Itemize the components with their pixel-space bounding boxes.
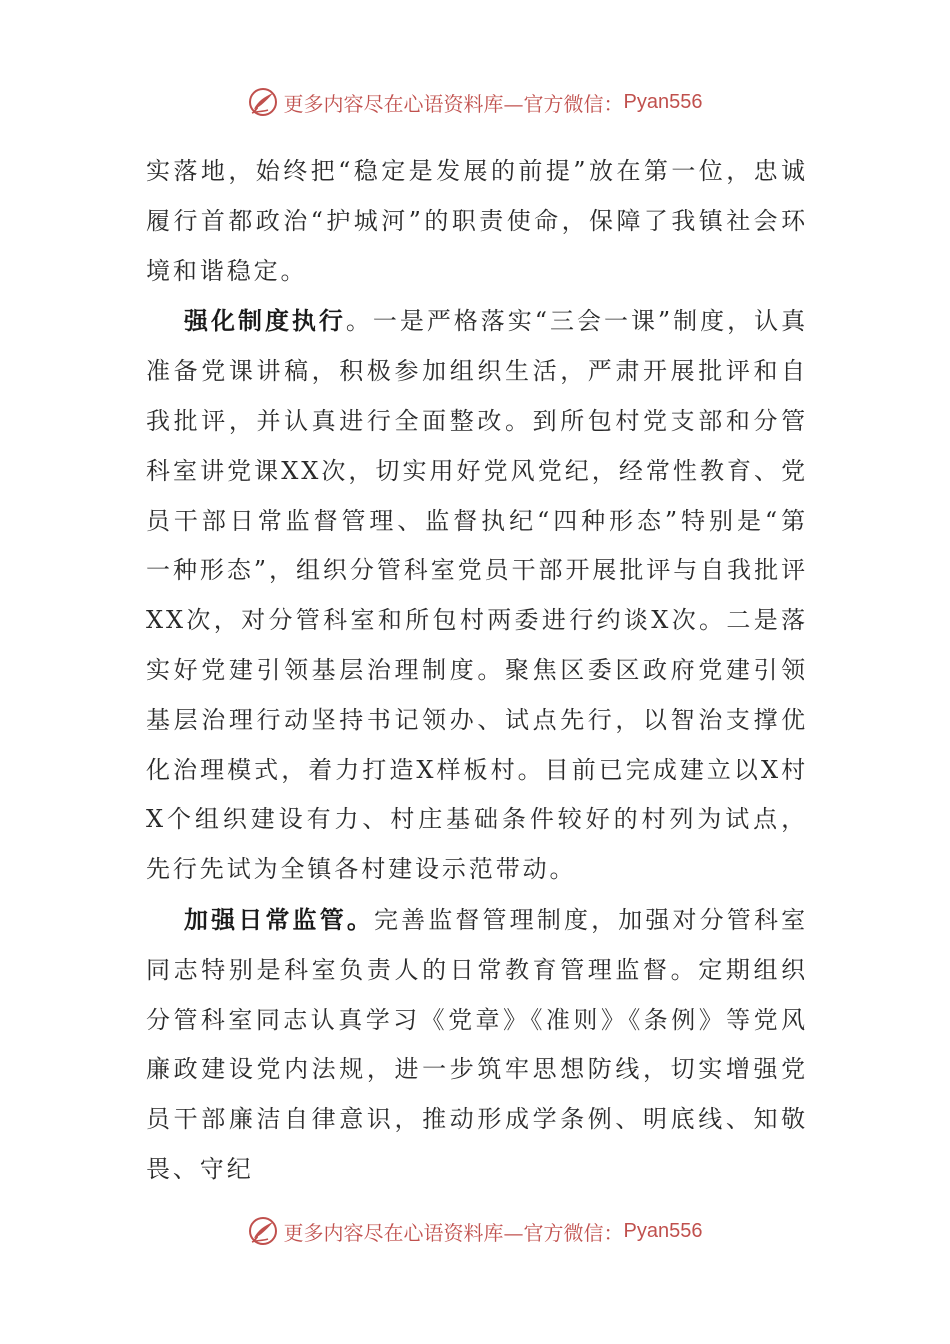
header-watermark — [0, 82, 950, 122]
paragraph-heading: 加强日常监管。 — [184, 904, 374, 934]
watermark-wechat-id: Pyan556 — [623, 1219, 703, 1242]
paragraph-heading: 强化制度执行 — [184, 306, 346, 336]
watermark-text: 更多内容尽在心语资料库—官方微信： — [283, 1220, 624, 1245]
paragraph-text: 完善监督管理制度，加强对分管科室同志特别是科室负责人的日常教育管理监督。定期组织分管科室同志认真学习《党章》《准则》《条例》等党风廉政建设党内法规，进一步筑牢思想防线，切实增强党员干部廉洁自律意识，推动形成学条例、明底线、知敬畏、守纪 — [146, 905, 808, 1183]
pen-logo-icon — [248, 87, 278, 117]
footer-watermark — [0, 1211, 950, 1251]
pen-logo-icon — [248, 1216, 278, 1246]
paragraph-system-execution — [146, 296, 808, 895]
watermark-text: 更多内容尽在心语资料库—官方微信： — [283, 91, 624, 116]
watermark-wechat-id: Pyan556 — [623, 90, 703, 113]
paragraph-daily-supervision — [146, 895, 808, 1195]
paragraph-continued — [146, 147, 808, 296]
paragraph-text: 。一是严格落实“三会一课”制度，认真准备党课讲稿，积极参加组织生活，严肃开展批评和自我批评，并认真进行全面整改。到所包村党支部和分管科室讲党课XX次，切实用好党风党纪，经常性教育、党员干部日常监督管理、监督执纪“四种形态”特别是“第一种形态”，组织分管科室党员干部开展批评与自我批评XX次，对分管科室和所包村两委进行约谈X次。二是落实好党建引领基层治理制度。聚焦区委区政府党建引领基层治理行动坚持书记领办、试点先行，以智治支撑优化治理模式，着力打造X样板村。目前已完成建立以X村X个组织建设有力、村庄基础条件较好的村列为试点，先行先试为全镇各村建设示范带动。 — [146, 307, 808, 884]
document-body — [146, 147, 808, 1195]
paragraph-text: 实落地，始终把“稳定是发展的前提”放在第一位，忠诚履行首都政治“护城河”的职责使命，保障了我镇社会环境和谐稳定。 — [146, 157, 808, 285]
